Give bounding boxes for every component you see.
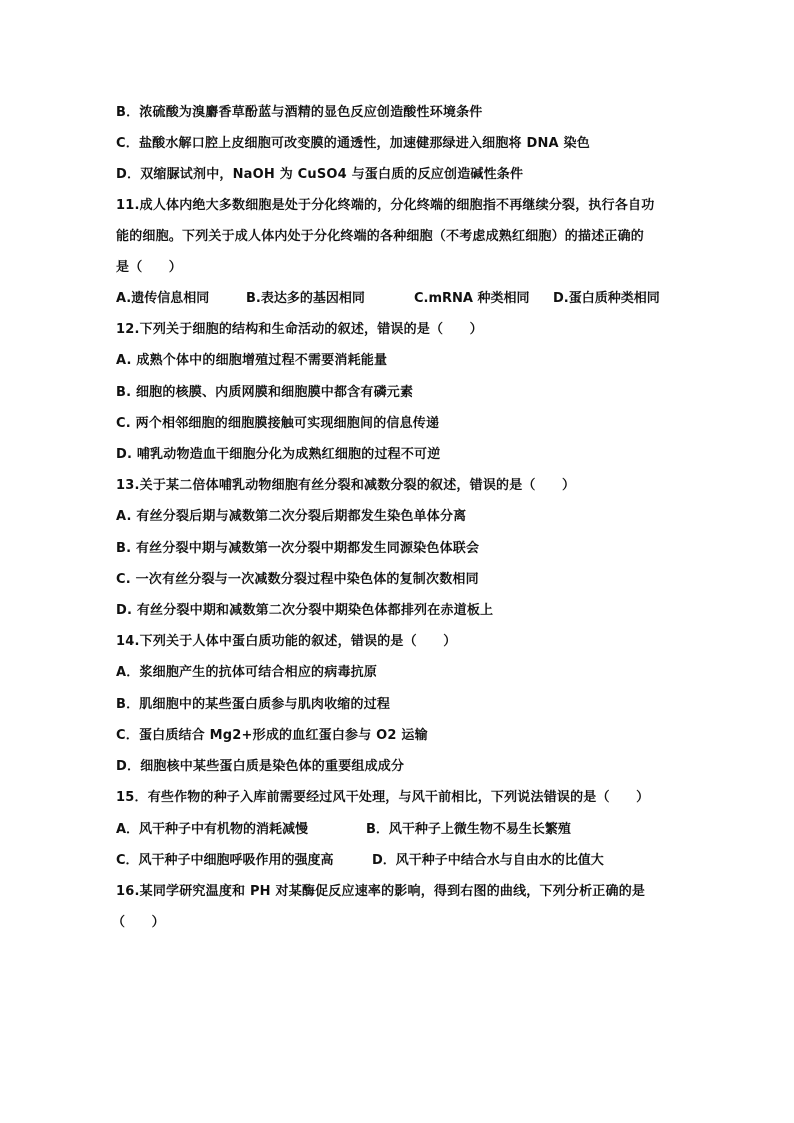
q11-stem-line-2: 能的细胞。下列关于成人体内处于分化终端的各种细胞（不考虑成熟红细胞）的描述正确的 [116, 229, 645, 244]
q12-option-a: A. 成熟个体中的细胞增殖过程不需要消耗能量 [116, 353, 388, 368]
q10-option-d: D．双缩脲试剂中，NaOH 为 CuSO4 与蛋白质的反应创造碱性条件 [116, 167, 524, 182]
q10-option-c: C．盐酸水解口腔上皮细胞可改变膜的通透性，加速健那绿进入细胞将 DNA 染色 [116, 136, 590, 151]
q11-option-b: B.表达多的基因相同 [246, 291, 365, 306]
q14-stem: 14.下列关于人体中蛋白质功能的叙述，错误的是（ ） [116, 634, 457, 649]
q16-stem-line-2: （ ） [112, 915, 165, 930]
q14-option-b: B．肌细胞中的某些蛋白质参与肌肉收缩的过程 [116, 697, 391, 712]
q15-option-b: B．风干种子上微生物不易生长繁殖 [366, 822, 571, 837]
q12-option-b: B. 细胞的核膜、内质网膜和细胞膜中都含有磷元素 [116, 385, 414, 400]
q12-option-d: D. 哺乳动物造血干细胞分化为成熟红细胞的过程不可逆 [116, 447, 441, 462]
q13-option-d: D. 有丝分裂中期和减数第二次分裂中期染色体都排列在赤道板上 [116, 603, 494, 618]
q15-option-c: C．风干种子中细胞呼吸作用的强度高 [116, 853, 334, 868]
q11-stem-line-1: 11.成人体内绝大多数细胞是处于分化终端的，分化终端的细胞指不再继续分裂，执行各自功 [116, 198, 655, 213]
q12-option-c: C. 两个相邻细胞的细胞膜接触可实现细胞间的信息传递 [116, 416, 440, 431]
q10-option-b: B．浓硫酸为溴麝香草酚蓝与酒精的显色反应创造酸性环境条件 [116, 105, 483, 120]
q13-option-c: C. 一次有丝分裂与一次减数分裂过程中染色体的复制次数相同 [116, 572, 479, 587]
q15-option-d: D．风干种子中结合水与自由水的比值大 [372, 853, 604, 868]
q11-option-c: C.mRNA 种类相同 [414, 291, 530, 306]
q11-option-d: D.蛋白质种类相同 [553, 291, 660, 306]
q15-stem: 15．有些作物的种子入库前需要经过风干处理，与风干前相比，下列说法错误的是（ ） [116, 790, 650, 805]
q15-option-a: A．风干种子中有机物的消耗减慢 [116, 822, 309, 837]
q13-option-a: A. 有丝分裂后期与减数第二次分裂后期都发生染色单体分离 [116, 509, 467, 524]
q14-option-c: C．蛋白质结合 Mg2+形成的血红蛋白参与 O2 运输 [116, 728, 428, 743]
q14-option-a: A．浆细胞产生的抗体可结合相应的病毒抗原 [116, 665, 378, 680]
q11-stem-line-3: 是（ ） [116, 260, 183, 275]
q13-stem: 13.关于某二倍体哺乳动物细胞有丝分裂和减数分裂的叙述，错误的是（ ） [116, 478, 576, 493]
q12-stem: 12.下列关于细胞的结构和生命活动的叙述，错误的是（ ） [116, 322, 483, 337]
q14-option-d: D．细胞核中某些蛋白质是染色体的重要组成成分 [116, 759, 405, 774]
q13-option-b: B. 有丝分裂中期与减数第一次分裂中期都发生同源染色体联会 [116, 541, 480, 556]
q11-option-a: A.遗传信息相同 [116, 291, 210, 306]
q16-stem-line-1: 16.某同学研究温度和 PH 对某酶促反应速率的影响，得到右图的曲线，下列分析正确的是 [116, 884, 646, 899]
